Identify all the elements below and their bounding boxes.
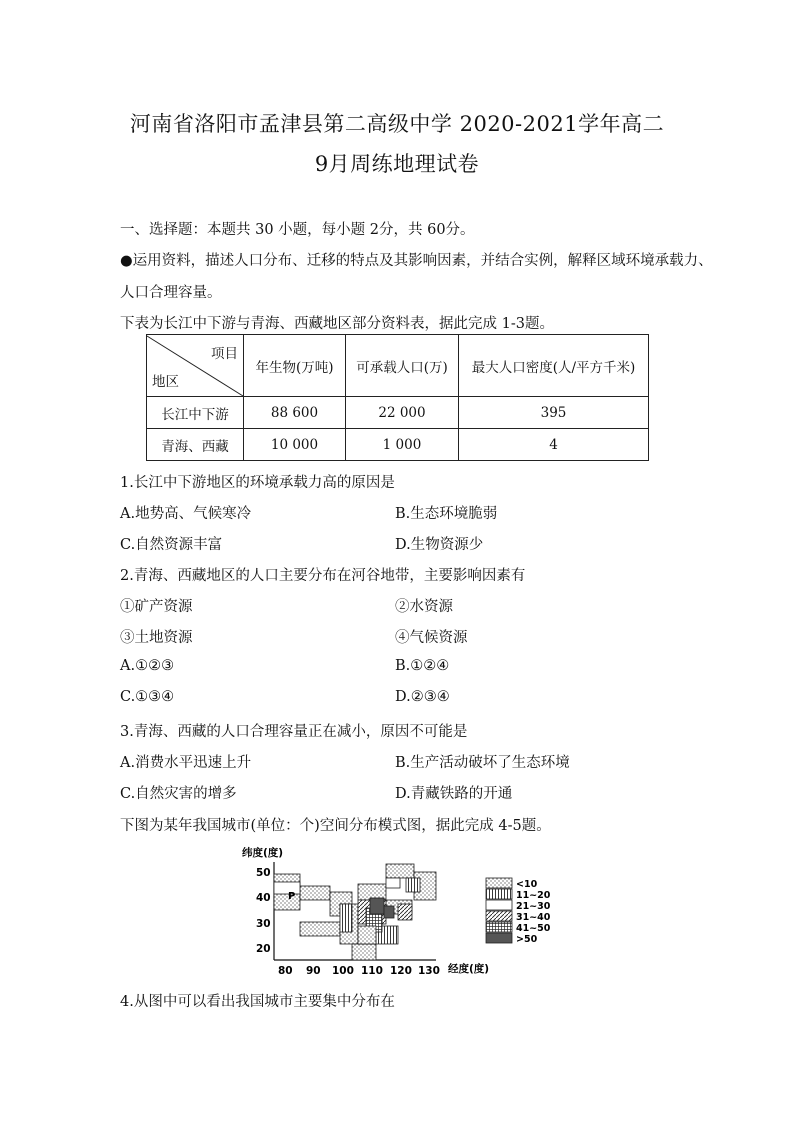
x-tick-label: 120 xyxy=(390,965,412,977)
map-legend xyxy=(486,878,551,945)
q1-stem: 1.长江中下游地区的环境承载力高的原因是 xyxy=(120,475,395,491)
x-tick-label: 90 xyxy=(306,965,321,977)
x-tick-label: 100 xyxy=(332,965,354,977)
table-intro: 下表为长江中下游与青海、西藏地区部分资料表，据此完成 1-3题。 xyxy=(120,316,554,332)
q2-option-d: D.②③④ xyxy=(395,689,450,705)
exam-title-line1: 河南省洛阳市孟津县第二高级中学 2020-2021学年高二 xyxy=(129,112,665,136)
legend-label: 31~40 xyxy=(516,912,551,923)
legend-swatch xyxy=(486,911,512,921)
figure-intro: 下图为某年我国城市(单位：个)空间分布模式图，据此完成 4-5题。 xyxy=(120,818,551,834)
cell-density: 4 xyxy=(459,429,649,461)
section-heading: 一、选择题：本题共 30 小题，每小题 2分，共 60分。 xyxy=(120,222,475,238)
legend-swatch xyxy=(486,878,512,888)
legend-swatch xyxy=(486,889,512,899)
legend-label: 21~30 xyxy=(516,901,551,912)
q1-option-d: D.生物资源少 xyxy=(395,537,484,553)
cell-density: 395 xyxy=(459,397,649,429)
corner-label-region: 地区 xyxy=(152,373,179,390)
legend-label: 11~20 xyxy=(516,890,551,901)
curriculum-standard-line1: ●运用资料，描述人口分布、迁移的特点及其影响因素，并结合实例，解释区域环境承载力、 xyxy=(120,253,713,269)
legend-label: <10 xyxy=(516,879,538,890)
cell-capacity: 1 000 xyxy=(346,429,459,461)
cell-capacity: 22 000 xyxy=(346,397,459,429)
y-tick-label: 20 xyxy=(256,943,271,955)
y-tick-label: 40 xyxy=(256,892,271,904)
exam-title-line2: 9月周练地理试卷 xyxy=(314,152,480,176)
q1-option-b: B.生态环境脆弱 xyxy=(395,506,498,522)
header-capacity: 可承载人口(万) xyxy=(346,335,459,397)
legend-label: >50 xyxy=(516,934,538,945)
q2-item-1: ①矿产资源 xyxy=(120,599,193,615)
table-row xyxy=(147,429,649,461)
x-tick-label: 110 xyxy=(361,965,383,977)
table-row xyxy=(147,397,649,429)
q4-stem: 4.从图中可以看出我国城市主要集中分布在 xyxy=(120,994,395,1010)
q2-option-a: A.①②③ xyxy=(120,658,175,674)
cell-biomass: 88 600 xyxy=(244,397,346,429)
y-tick-label: 30 xyxy=(256,918,271,930)
q1-option-c: C.自然资源丰富 xyxy=(120,537,223,553)
x-tick-label: 130 xyxy=(418,965,440,977)
legend-label: 41~50 xyxy=(516,923,551,934)
x-tick-label: 80 xyxy=(278,965,293,977)
q3-stem: 3.青海、西藏的人口合理容量正在减小，原因不可能是 xyxy=(120,724,468,740)
q2-item-2: ②水资源 xyxy=(395,599,453,615)
table-corner-cell xyxy=(147,335,244,397)
cell-biomass: 10 000 xyxy=(244,429,346,461)
q3-option-a: A.消费水平迅速上升 xyxy=(120,755,252,771)
legend-swatch xyxy=(486,900,512,910)
q2-item-3: ③土地资源 xyxy=(120,630,193,646)
city-distribution-map xyxy=(240,842,551,977)
map-grid-cells xyxy=(274,864,436,960)
cell-region: 长江中下游 xyxy=(147,397,244,429)
legend-swatch xyxy=(486,922,512,932)
q2-stem: 2.青海、西藏地区的人口主要分布在河谷地带，主要影响因素有 xyxy=(120,568,526,584)
curriculum-standard-line2: 人口合理容量。 xyxy=(120,285,222,301)
q2-option-c: C.①③④ xyxy=(120,689,175,705)
header-density: 最大人口密度(人/平方千米) xyxy=(459,335,649,397)
y-tick-label: 50 xyxy=(256,867,271,879)
q3-option-d: D.青藏铁路的开通 xyxy=(395,786,513,802)
cell-region: 青海、西藏 xyxy=(147,429,244,461)
q2-option-b: B.①②④ xyxy=(395,658,450,674)
x-axis-label: 经度(度) xyxy=(448,963,490,975)
q3-option-c: C.自然灾害的增多 xyxy=(120,786,237,802)
point-p-label: P xyxy=(288,891,296,902)
legend-swatch xyxy=(486,933,512,943)
q1-option-a: A.地势高、气候寒冷 xyxy=(120,506,252,522)
q3-option-b: B.生产活动破坏了生态环境 xyxy=(395,755,570,771)
q2-item-4: ④气候资源 xyxy=(395,630,468,646)
data-table xyxy=(146,334,649,461)
corner-label-item: 项目 xyxy=(211,345,238,362)
y-axis-label: 纬度(度) xyxy=(242,847,284,859)
header-biomass: 年生物(万吨) xyxy=(244,335,346,397)
